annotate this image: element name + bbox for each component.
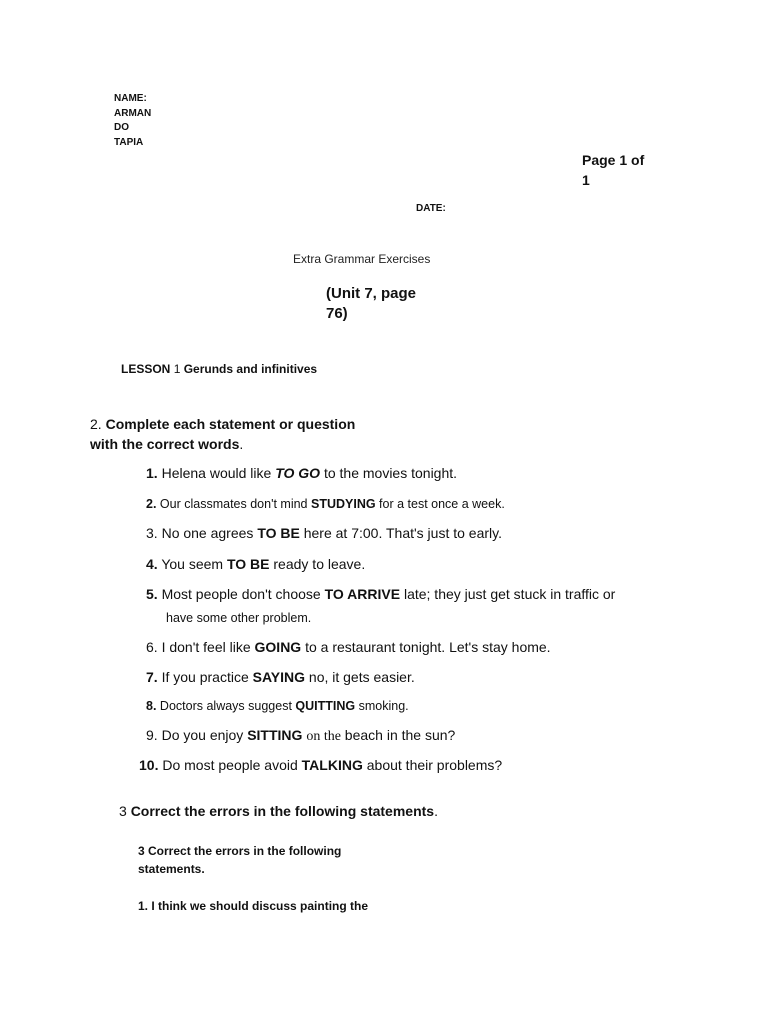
unit-line: (Unit 7, page <box>326 285 417 302</box>
name-line: DO <box>114 122 129 133</box>
name-line: ARMAN <box>114 107 152 119</box>
date-label: DATE: <box>416 203 446 214</box>
name-line: TAPIA <box>114 136 144 148</box>
item-text: no, it gets easier. <box>305 669 415 685</box>
section3-number: 3 <box>119 803 127 819</box>
item-text: Do most people avoid <box>162 757 302 773</box>
correction-item: 1. I think we should discuss painting the <box>138 899 369 913</box>
item-answer: STUDYING <box>310 497 376 511</box>
item-answer: SITTING <box>247 727 303 743</box>
page-title: Extra Grammar Exercises <box>293 252 431 266</box>
exercise-item <box>139 756 502 774</box>
item-text: here at 7:00. That's just to early. <box>299 525 502 541</box>
item-text: Doctors always suggest <box>159 699 296 713</box>
instruction-text: Correct the errors in the following statements <box>130 803 435 819</box>
item-text: Most people don't choose <box>161 586 325 602</box>
item-number: 3. <box>146 525 158 541</box>
item-text: about their problems? <box>362 757 503 773</box>
item-text: beach in the sun? <box>340 727 456 743</box>
exercise-item <box>146 638 551 656</box>
item-number: 4. <box>146 556 158 572</box>
item-answer: QUITTING <box>295 699 356 713</box>
section3-repeat-instruction <box>138 842 341 878</box>
item-text: late; they just get stuck in traffic or <box>400 586 616 602</box>
section2-instruction: 2. Complete each statement or question with the correct words. <box>90 416 356 452</box>
item-continuation: have some other problem. <box>166 611 312 625</box>
unit-reference <box>326 284 416 324</box>
item-text: to the movies tonight. <box>320 465 458 481</box>
lesson-topic: Gerunds and infinitives <box>183 362 318 376</box>
item-answer: GOING <box>254 639 302 655</box>
instruction-line: 3 Correct the errors in the following <box>138 844 342 858</box>
section2-number: 2. <box>90 416 102 432</box>
item-text: Do you enjoy <box>161 727 248 743</box>
item-answer: TO GO <box>275 465 321 481</box>
item-text: No one agrees <box>161 525 258 541</box>
unit-line: 76) <box>326 305 348 322</box>
item-answer: SAYING <box>252 669 306 685</box>
item-answer: TALKING <box>301 757 363 773</box>
exercise-item <box>146 495 505 513</box>
lesson-heading <box>121 362 317 376</box>
item-number: 9. <box>146 727 158 743</box>
item-text: smoking. <box>355 699 409 713</box>
item-answer: TO BE <box>226 556 270 572</box>
exercise-item <box>146 697 409 715</box>
instruction-text: Complete each statement or question <box>105 416 356 432</box>
instruction-line: statements. <box>138 862 205 876</box>
exercise-item <box>146 668 415 686</box>
name-label: NAME: <box>114 93 147 104</box>
item-number: 8. <box>146 699 157 713</box>
section3-instruction: 3 Correct the errors in the following statements. <box>119 803 438 819</box>
item-number: 2. <box>146 497 157 511</box>
item-text: Our classmates don't mind <box>159 497 311 511</box>
item-number: 7. <box>146 669 158 685</box>
item-text: on the <box>306 729 341 744</box>
item-text: You seem <box>161 556 227 572</box>
item-number: 10. <box>139 757 159 773</box>
page-number-line: 1 <box>582 172 590 188</box>
exercise-item <box>146 585 615 603</box>
item-text: Helena would like <box>161 465 276 481</box>
item-answer: TO BE <box>257 525 300 541</box>
item-number: 5. <box>146 586 158 602</box>
exercise-item <box>146 464 457 482</box>
page-number <box>582 150 644 190</box>
item-text: I don't feel like <box>161 639 255 655</box>
item-text: ready to leave. <box>269 556 366 572</box>
exercise-item <box>146 555 365 573</box>
item-text: If you practice <box>161 669 253 685</box>
item-number: 6. <box>146 639 158 655</box>
item-text: to a restaurant tonight. Let's stay home. <box>301 639 551 655</box>
item-answer: TO ARRIVE <box>324 586 401 602</box>
exercise-item <box>146 726 455 746</box>
lesson-label: LESSON <box>121 362 171 376</box>
instruction-text: with the correct words <box>90 436 240 452</box>
item-text: for a test once a week. <box>375 497 505 511</box>
item-number: 1. <box>146 465 158 481</box>
name-block <box>114 92 151 150</box>
exercise-item <box>146 524 502 542</box>
lesson-number: 1 <box>173 362 181 376</box>
page-number-line: Page 1 of <box>582 152 645 168</box>
